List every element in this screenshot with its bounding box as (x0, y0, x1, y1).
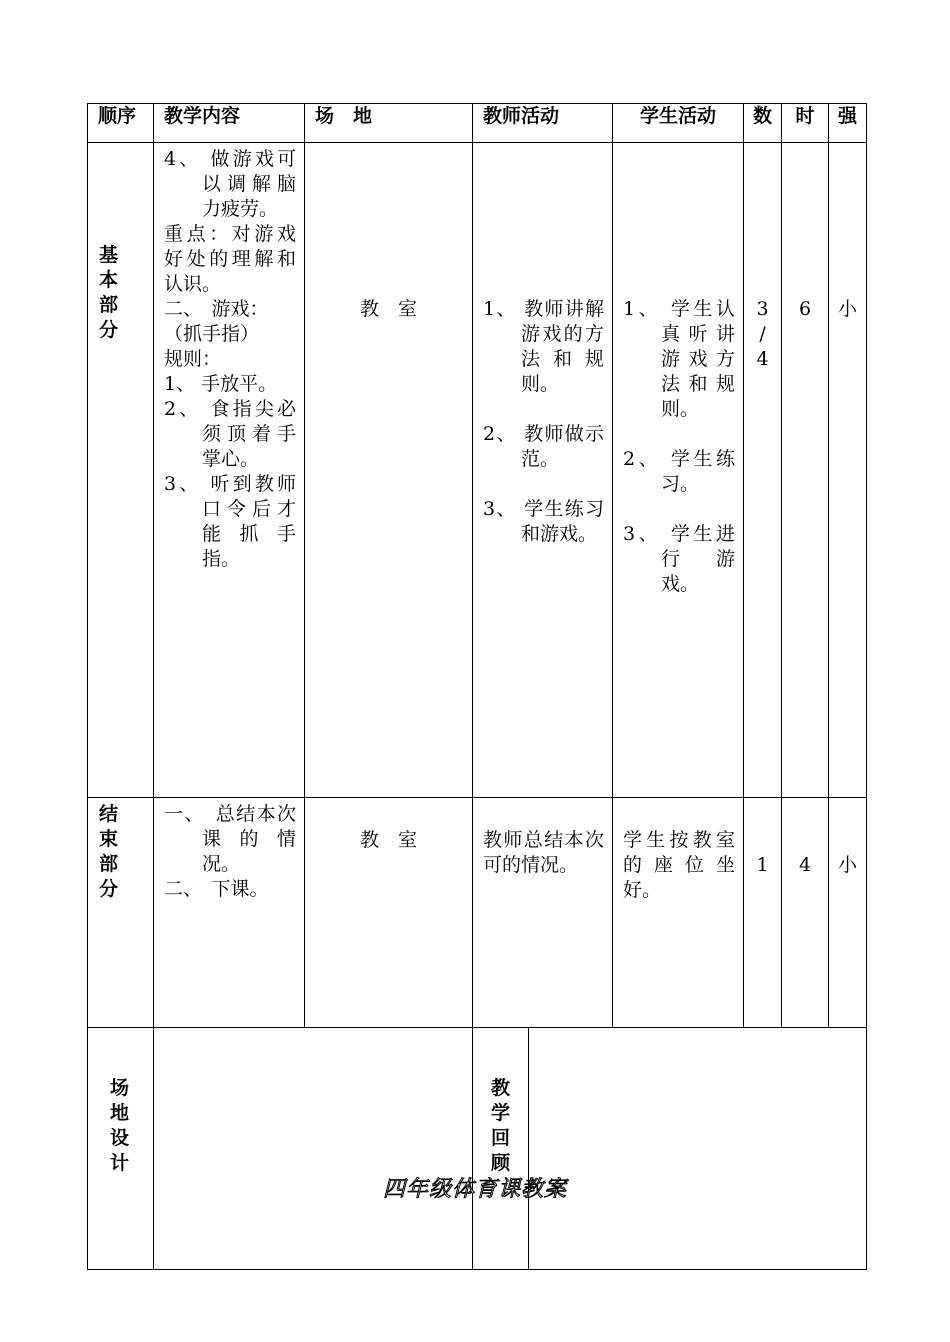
basic-game-name: （抓手指） (164, 323, 260, 345)
lesson-plan-table (87, 103, 867, 1270)
basic-student-activity (613, 143, 744, 798)
ending-venue: 教 室 (305, 798, 473, 1028)
basic-rule-1: 1、 手放平。 (164, 373, 278, 395)
ending-section-row (88, 798, 867, 1028)
basic-venue: 教 室 (305, 143, 473, 798)
venue-design-area (154, 1028, 473, 1270)
basic-count: 3 / 4 (744, 143, 782, 798)
basic-time: 6 (782, 143, 829, 798)
ending-count: 1 (744, 798, 782, 1028)
ending-content (154, 798, 305, 1028)
teaching-review-area (529, 1028, 867, 1270)
venue-design-label: 场 地 设 计 (88, 1028, 154, 1270)
header-venue: 场 地 (305, 104, 473, 143)
header-student: 学生活动 (613, 104, 744, 143)
design-row (88, 1028, 867, 1270)
basic-teacher-2: 2、 教师做示范。 (483, 423, 605, 470)
basic-student-1: 1、 学生认真听讲游戏方法和规则。 (623, 298, 736, 420)
basic-section-row (88, 143, 867, 798)
ending-item-2: 二、 下课。 (164, 878, 269, 900)
teaching-review-label: 教 学 回 顾 (473, 1028, 529, 1270)
ending-student-activity: 学生按教室的座位坐好。 (613, 798, 744, 1028)
ending-intensity: 小 (829, 798, 867, 1028)
basic-teacher-activity (473, 143, 613, 798)
header-teacher: 教师活动 (473, 104, 613, 143)
basic-rules-title: 规则： (164, 348, 222, 370)
basic-content (154, 143, 305, 798)
ending-section-label: 结 束 部 分 (88, 798, 154, 1028)
ending-time: 4 (782, 798, 829, 1028)
basic-rule-2: 2、 食指尖必须顶着手掌心。 (164, 398, 296, 470)
header-time: 时 (782, 104, 829, 143)
footer-title: 四年级体育课教案 (382, 1177, 567, 1202)
basic-rule-3: 3、 听到教师口令后才能抓手指。 (164, 473, 296, 570)
header-row (88, 104, 867, 143)
basic-section-label: 基 本 部 分 (88, 143, 154, 798)
basic-key-point: 重点：对游戏好处的理解和认识。 (164, 223, 296, 295)
basic-student-3: 3、 学生进行游戏。 (623, 523, 736, 595)
header-intensity: 强 (829, 104, 867, 143)
basic-intensity: 小 (829, 143, 867, 798)
basic-game-title: 二、 游戏： (164, 298, 269, 320)
basic-item4: 4、 做游戏可以调解脑力疲劳。 (164, 148, 296, 220)
ending-teacher-activity: 教师总结本次可的情况。 (473, 798, 613, 1028)
header-count: 数 (744, 104, 782, 143)
basic-student-2: 2、 学生练习。 (623, 448, 736, 495)
basic-teacher-1: 1、 教师讲解游戏的方法和规则。 (483, 298, 605, 395)
basic-teacher-3: 3、 学生练习和游戏。 (483, 498, 605, 545)
ending-item-1: 一、 总结本次课的情况。 (164, 803, 296, 875)
header-content: 教学内容 (154, 104, 305, 143)
header-order: 顺序 (88, 104, 154, 143)
